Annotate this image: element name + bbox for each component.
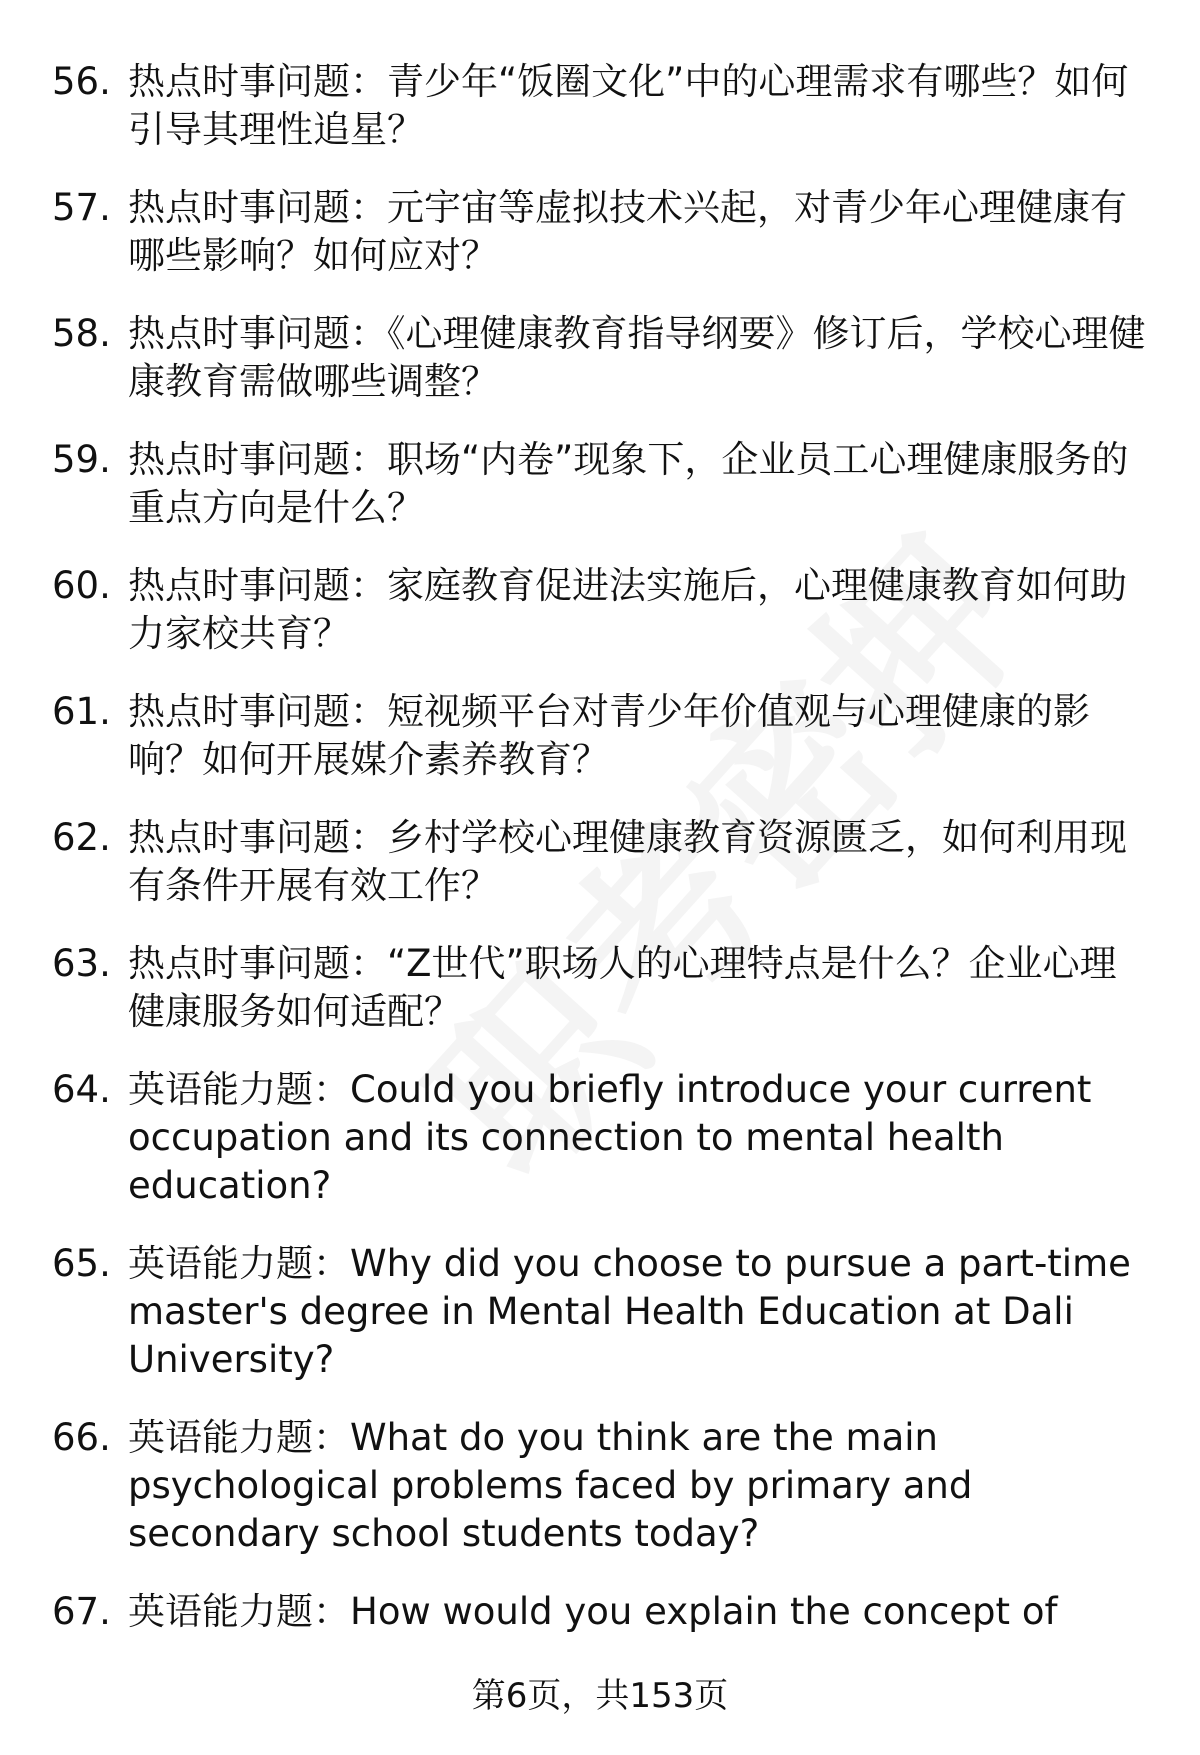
- question-item: [52, 1414, 1152, 1558]
- question-item: [52, 562, 1152, 658]
- question-text: 英语能力题：How would you explain the concept of: [128, 1590, 1058, 1633]
- question-item: [52, 1588, 1152, 1636]
- question-list: [52, 58, 1152, 1666]
- question-text: 热点时事问题：《心理健康教育指导纲要》修订后，学校心理健康教育需做哪些调整？: [128, 312, 1146, 403]
- question-text: 热点时事问题：青少年“饭圈文化”中的心理需求有哪些？如何引导其理性追星？: [128, 60, 1129, 151]
- question-item: [52, 436, 1152, 532]
- question-number: 59.: [52, 438, 111, 481]
- question-item: [52, 940, 1152, 1036]
- question-number: 67.: [52, 1590, 111, 1633]
- question-text: 英语能力题：Could you briefly introduce your current occupation and its connection to mental health education?: [128, 1068, 1092, 1207]
- question-number: 64.: [52, 1068, 111, 1111]
- question-text: 热点时事问题：短视频平台对青少年价值观与心理健康的影响？如何开展媒介素养教育？: [128, 690, 1090, 781]
- question-text: 英语能力题：Why did you choose to pursue a part-time master's degree in Mental Health Education at Dali University?: [128, 1242, 1131, 1381]
- question-number: 65.: [52, 1242, 111, 1285]
- question-number: 56.: [52, 60, 111, 103]
- question-text: 热点时事问题：“Z世代”职场人的心理特点是什么？企业心理健康服务如何适配？: [128, 942, 1117, 1033]
- question-number: 60.: [52, 564, 111, 607]
- question-item: [52, 814, 1152, 910]
- question-item: [52, 184, 1152, 280]
- question-item: [52, 58, 1152, 154]
- question-text: 热点时事问题：乡村学校心理健康教育资源匮乏，如何利用现有条件开展有效工作？: [128, 816, 1127, 907]
- question-number: 57.: [52, 186, 111, 229]
- page-footer: 第6页，共153页: [471, 1676, 729, 1716]
- question-item: [52, 1240, 1152, 1384]
- question-item: [52, 1066, 1152, 1210]
- question-text: 英语能力题：What do you think are the main psychological problems faced by primary and secondary school students today?: [128, 1416, 973, 1555]
- question-number: 62.: [52, 816, 111, 859]
- question-item: [52, 310, 1152, 406]
- question-text: 热点时事问题：元宇宙等虚拟技术兴起，对青少年心理健康有哪些影响？如何应对？: [128, 186, 1127, 277]
- question-number: 66.: [52, 1416, 111, 1459]
- question-text: 热点时事问题：职场“内卷”现象下，企业员工心理健康服务的重点方向是什么？: [128, 438, 1129, 529]
- question-number: 61.: [52, 690, 111, 733]
- question-text: 热点时事问题：家庭教育促进法实施后，心理健康教育如何助力家校共育？: [128, 564, 1127, 655]
- question-number: 58.: [52, 312, 111, 355]
- question-item: [52, 688, 1152, 784]
- question-number: 63.: [52, 942, 111, 985]
